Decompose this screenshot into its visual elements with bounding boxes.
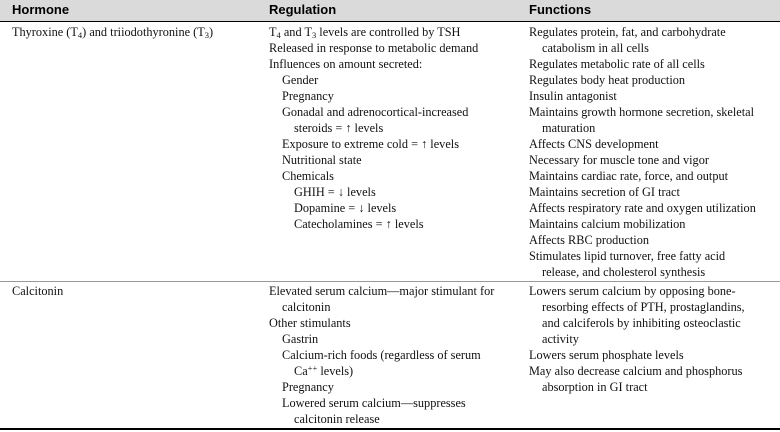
regulation-line: Calcium-rich foods (regardless of serum	[282, 348, 481, 362]
regulation-line: Gastrin	[282, 332, 319, 346]
header-hormone: Hormone	[12, 2, 70, 17]
regulation-line: $T_4$ and $T_3$ levels are controlled by TSH	[269, 25, 461, 40]
regulation-line: Dopamine = ↓ levels	[294, 201, 397, 215]
regulation-line: Lowered serum calcium—suppresses	[282, 396, 466, 410]
regulation-line: steroids = ↑ levels	[294, 121, 384, 135]
function-line: Maintains growth hormone secretion, skeletal	[529, 105, 755, 119]
function-line: resorbing effects of PTH, prostaglandins,	[542, 300, 745, 314]
function-line: Regulates metabolic rate of all cells	[529, 57, 705, 71]
header-functions: Functions	[529, 2, 592, 17]
function-line: Regulates body heat production	[529, 73, 686, 87]
regulation-line: Other stimulants	[269, 316, 351, 330]
regulation-line: calcitonin	[282, 300, 331, 314]
header-regulation: Regulation	[269, 2, 337, 17]
function-line: maturation	[542, 121, 596, 135]
function-line: Lowers serum phosphate levels	[529, 348, 684, 362]
function-line: Affects respiratory rate and oxygen utilization	[529, 201, 756, 215]
function-line: Stimulates lipid turnover, free fatty acid	[529, 249, 726, 263]
regulation-line: Gonadal and adrenocortical-increased	[282, 105, 469, 119]
function-line: Affects CNS development	[529, 137, 659, 151]
function-line: release, and cholesterol synthesis	[542, 265, 706, 279]
function-line: Affects RBC production	[529, 233, 649, 247]
function-line: absorption in GI tract	[542, 380, 648, 394]
table-bottom-rule	[0, 428, 780, 430]
function-line: Maintains cardiac rate, force, and output	[529, 169, 729, 183]
regulation-line: Influences on amount secreted:	[269, 57, 423, 71]
regulation-line: Ca++ levels)	[294, 363, 354, 378]
table-header-row	[0, 0, 780, 21]
regulation-line: Elevated serum calcium—major stimulant for	[269, 284, 495, 298]
regulation-line: Pregnancy	[282, 380, 334, 394]
regulation-line: Catecholamines = ↑ levels	[294, 217, 424, 231]
regulation-line: Exposure to extreme cold = ↑ levels	[282, 137, 459, 151]
function-line: Necessary for muscle tone and vigor	[529, 153, 709, 167]
header-rule	[0, 21, 780, 22]
row-divider	[0, 281, 780, 282]
hormone-thyroxine: Thyroxine $(T_4)$ and triiodothyronine $(T_3)$	[12, 25, 214, 40]
function-line: Regulates protein, fat, and carbohydrate	[529, 25, 726, 39]
function-line: Maintains secretion of GI tract	[529, 185, 680, 199]
function-line: catabolism in all cells	[542, 41, 649, 55]
function-line: Lowers serum calcium by opposing bone-	[529, 284, 736, 298]
regulation-line: Pregnancy	[282, 89, 334, 103]
regulation-line: Released in response to metabolic demand	[269, 41, 479, 55]
regulation-line: GHIH = ↓ levels	[294, 185, 376, 199]
regulation-line: Nutritional state	[282, 153, 362, 167]
function-line: Maintains calcium mobilization	[529, 217, 686, 231]
regulation-line: calcitonin release	[294, 412, 380, 426]
hormone-calcitonin: Calcitonin	[12, 284, 64, 298]
function-line: Insulin antagonist	[529, 89, 617, 103]
function-line: May also decrease calcium and phosphorus	[529, 364, 743, 378]
regulation-line: Chemicals	[282, 169, 334, 183]
function-line: activity	[542, 332, 579, 346]
regulation-line: Gender	[282, 73, 319, 87]
function-line: and calciferols by inhibiting osteoclastic	[542, 316, 741, 330]
